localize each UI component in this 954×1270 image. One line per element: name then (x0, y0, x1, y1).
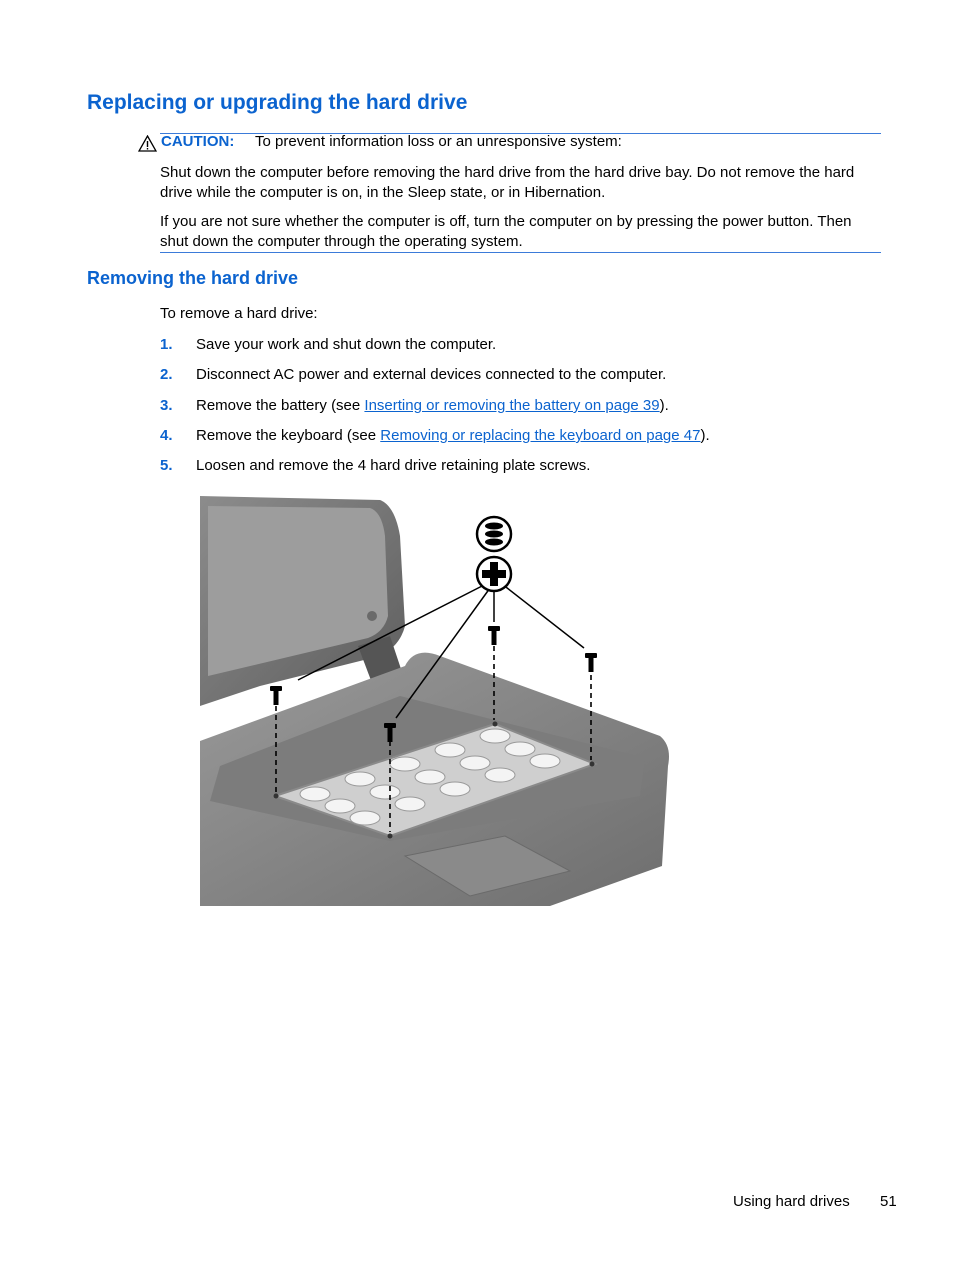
battery-page-link[interactable]: Inserting or removing the battery on page 39 (364, 397, 660, 414)
hard-drive-removal-illustration (200, 496, 670, 910)
step-text-suffix: ). (659, 397, 669, 414)
step-text: Loosen and remove the 4 hard drive retaining plate screws. (196, 457, 591, 474)
caution-label: CAUTION: (161, 133, 235, 150)
step-text-prefix: Remove the keyboard (see (196, 427, 381, 444)
webcam-icon (367, 611, 377, 621)
step-number: 1. (160, 336, 173, 353)
step-number: 3. (160, 397, 173, 414)
footer-section-title: Using hard drives (733, 1193, 850, 1210)
step-text-prefix: Remove the battery (see (196, 397, 365, 414)
step-text-suffix: ). (700, 427, 710, 444)
section-heading: Removing the hard drive (87, 268, 299, 288)
caution-bottom-rule (160, 252, 881, 253)
caution-paragraph-2: If you are not sure whether the computer is off, turn the computer on by pressing the power button. Then shut down the computer through the operating system. (160, 213, 852, 250)
step-number: 2. (160, 366, 173, 383)
warning-triangle-icon (138, 135, 157, 152)
step-number: 4. (160, 427, 173, 444)
footer-page-number: 51 (880, 1193, 897, 1210)
step-text (196, 397, 669, 414)
step-text: Disconnect AC power and external devices connected to the computer. (196, 366, 667, 383)
keyboard-page-link[interactable]: Removing or replacing the keyboard on page 47 (380, 427, 701, 444)
hard-drive-icon (477, 517, 511, 551)
page-heading: Replacing or upgrading the hard drive (87, 91, 468, 114)
phillips-screwdriver-icon (477, 557, 511, 591)
caution-paragraph-1: Shut down the computer before removing the hard drive from the hard drive bay. Do not remove the hard drive while the computer is on, in the Sleep state, or in Hibernation. (160, 164, 855, 201)
step-text: Save your work and shut down the computer. (196, 336, 497, 353)
step-text (196, 427, 710, 444)
intro-text: To remove a hard drive: (160, 305, 318, 322)
step-number: 5. (160, 457, 173, 474)
caution-text: To prevent information loss or an unresponsive system: (255, 133, 622, 150)
